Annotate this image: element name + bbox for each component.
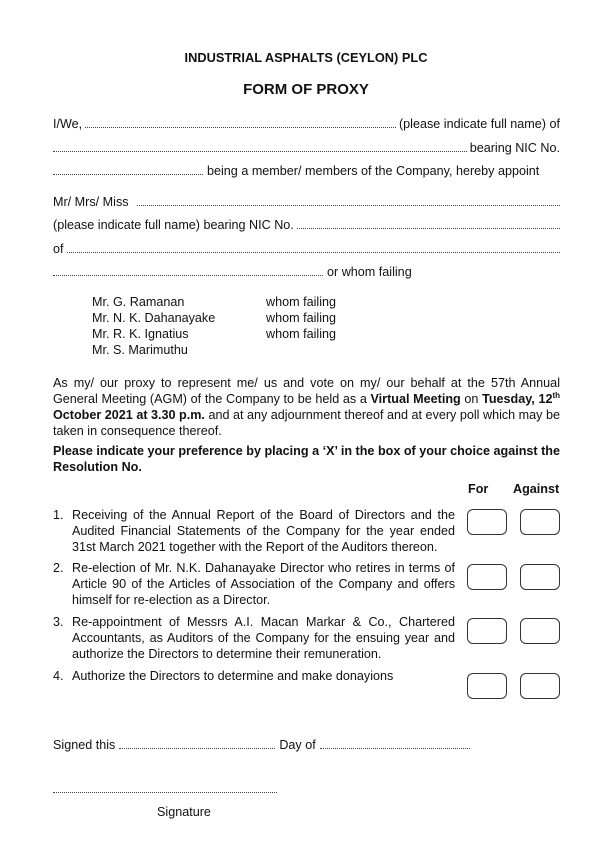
- nominee-note: whom failing: [266, 311, 336, 325]
- address-field[interactable]: [53, 140, 467, 152]
- bearing-nic-label: bearing NIC No.: [469, 141, 560, 155]
- signed-this-label: Signed this: [53, 738, 116, 752]
- paragraph-text-3: and at any adjournment thereof and at every poll which may be taken in consequence thereof.: [53, 408, 560, 438]
- or-whom-failing-label: or whom failing: [327, 265, 412, 279]
- form-title: FORM OF PROXY: [243, 81, 369, 98]
- resolution-number: 3.: [53, 615, 64, 629]
- whom-failing-line: [53, 264, 560, 280]
- nominee-row: [92, 342, 336, 358]
- resolution-number: 2.: [53, 561, 64, 575]
- proxy-name-line: [53, 194, 560, 210]
- virtual-meeting-text: Virtual Meeting: [370, 392, 461, 406]
- proxy-nic-label: (please indicate full name) bearing NIC No.: [53, 218, 294, 232]
- proxy-nic-line: [53, 217, 560, 233]
- resolution-text: Re-appointment of Messrs A.I. Macan Markar & Co., Chartered Accountants, as Auditors of the Company for the ensuing year and authorize the Directors to determine their remuneration.: [72, 615, 455, 661]
- signed-day-field[interactable]: [119, 737, 275, 749]
- day-of-label: Day of: [279, 738, 316, 752]
- signed-date-line: [53, 737, 470, 753]
- address-nic-line: [53, 140, 560, 156]
- iwe-label: I/We,: [53, 117, 83, 131]
- proxy-address-line: [53, 241, 560, 257]
- of-label: of: [53, 242, 64, 256]
- full-name-field[interactable]: [85, 116, 396, 128]
- nominee-row: [92, 326, 336, 342]
- signed-month-field[interactable]: [320, 737, 470, 749]
- paragraph-text-2: on: [464, 392, 479, 406]
- resolution-4: [53, 668, 455, 684]
- resolution-3: [53, 614, 455, 662]
- proxy-address-field[interactable]: [67, 241, 560, 253]
- nominee-name: Mr. R. K. Ignatius: [92, 327, 189, 341]
- full-name-hint: (please indicate full name) of: [398, 117, 560, 131]
- signature-line[interactable]: [53, 781, 277, 797]
- against-column-header: Against: [513, 482, 560, 496]
- resolution-number: 4.: [53, 669, 64, 683]
- resolution-2: [53, 560, 455, 608]
- nominee-name: Mr. N. K. Dahanayake: [92, 311, 216, 325]
- nominee-note: whom failing: [266, 327, 336, 341]
- instruction-text: Please indicate your preference by placing a ‘X’ in the box of your choice against the Resolution No.: [53, 444, 560, 474]
- resolution-2-for-checkbox[interactable]: [467, 564, 507, 590]
- paragraph-text-1: As my/ our proxy to represent me/ us and vote on my/ our behalf at the 57th Annual General Meeting (AGM) of the Company to be held as a: [53, 376, 560, 406]
- resolution-1-against-checkbox[interactable]: [520, 509, 560, 535]
- proxy-address-field-2[interactable]: [53, 264, 323, 276]
- meeting-date-time: October 2021 at 3.30 p.m.: [53, 408, 205, 422]
- resolution-number: 1.: [53, 508, 64, 522]
- proxy-name-field[interactable]: [137, 194, 560, 206]
- resolution-1: [53, 507, 455, 555]
- resolution-4-against-checkbox[interactable]: [520, 673, 560, 699]
- meeting-date-day: Tuesday, 12: [482, 392, 553, 406]
- proxy-purpose-paragraph: [53, 375, 560, 439]
- resolution-2-against-checkbox[interactable]: [520, 564, 560, 590]
- nic-member-line: [53, 163, 560, 179]
- resolution-text: Re-election of Mr. N.K. Dahanayake Director who retires in terms of Article 90 of the Articles of Association of the Company and offers himself for re-election as a Director.: [72, 561, 455, 607]
- resolution-4-for-checkbox[interactable]: [467, 673, 507, 699]
- nominee-row: [92, 310, 336, 326]
- nic-field[interactable]: [53, 163, 203, 175]
- nominee-list: [92, 294, 336, 358]
- nominee-name: Mr. S. Marimuthu: [92, 343, 188, 357]
- resolution-text: Receiving of the Annual Report of the Board of Directors and the Audited Financial Statements of the Company for the year ended 31st March 2021 together with the Report of the Auditors thereon.: [72, 508, 455, 554]
- meeting-date-suffix: th: [552, 390, 561, 400]
- proxy-nic-field[interactable]: [297, 217, 560, 229]
- signature-field[interactable]: [53, 781, 277, 793]
- nominee-row: [92, 294, 336, 310]
- resolution-3-against-checkbox[interactable]: [520, 618, 560, 644]
- resolution-3-for-checkbox[interactable]: [467, 618, 507, 644]
- full-name-line: [53, 116, 560, 132]
- company-name: INDUSTRIAL ASPHALTS (CEYLON) PLC: [184, 50, 428, 65]
- for-column-header: For: [468, 482, 489, 496]
- nominee-note: whom failing: [266, 295, 336, 309]
- nominee-name: Mr. G. Ramanan: [92, 295, 185, 309]
- signature-label: Signature: [157, 805, 211, 819]
- resolution-text: Authorize the Directors to determine and make donayions: [72, 669, 394, 683]
- member-appoint-label: being a member/ members of the Company, hereby appoint: [207, 164, 540, 178]
- title-label: Mr/ Mrs/ Miss: [53, 195, 129, 209]
- resolution-1-for-checkbox[interactable]: [467, 509, 507, 535]
